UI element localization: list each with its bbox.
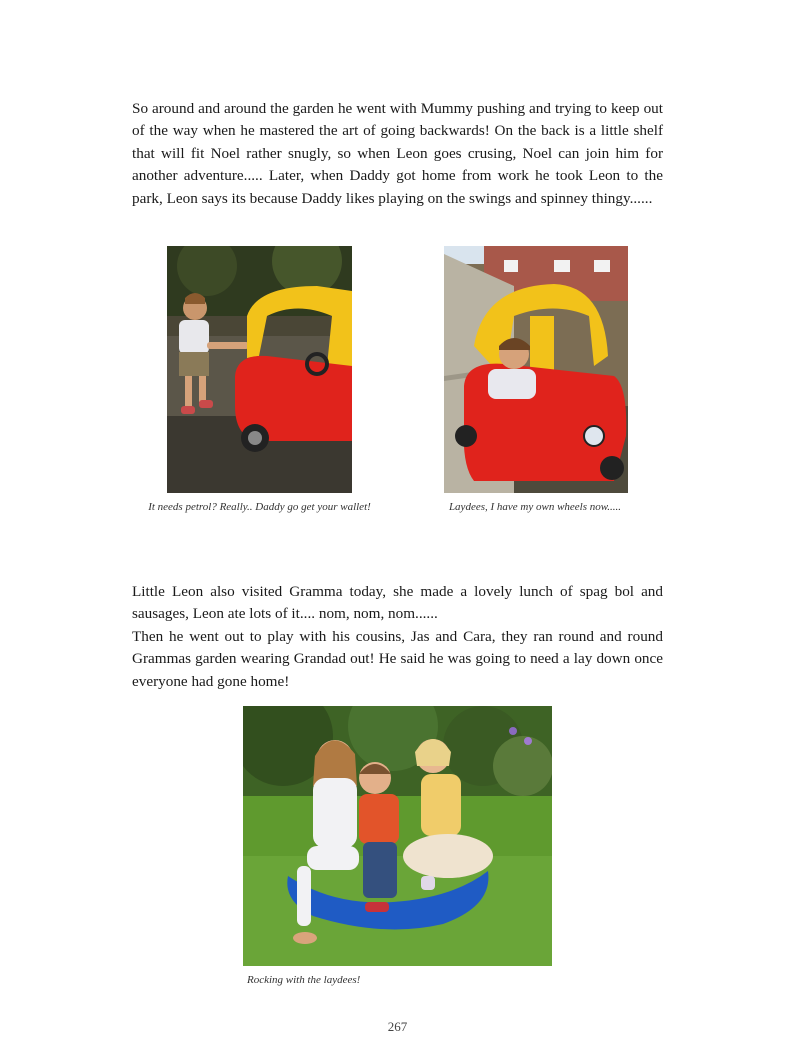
photo-1-image — [167, 246, 352, 493]
photo-2-caption: Laydees, I have my own wheels now..... — [448, 501, 622, 513]
paragraph-2 — [132, 581, 663, 693]
photo-2-image — [444, 246, 628, 493]
photo-children-on-rocker — [243, 706, 552, 966]
photo-3-caption: Rocking with the laydees! — [247, 974, 361, 986]
photo-1-caption: It needs petrol? Really.. Daddy go get your wallet! — [148, 501, 371, 513]
page-number: 267 — [387, 1019, 408, 1034]
photo-toddler-in-car — [444, 246, 628, 493]
photo-3-image — [243, 706, 552, 966]
paragraph-2-line-1: Little Leon also visited Gramma today, she made a lovely lunch of spag bol and sausages, Leon ate lots of it.... nom, nom, nom...... — [132, 583, 663, 623]
paragraph-1: So around and around the garden he went with Mummy pushing and trying to keep out of the way when he mastered the art of going backwards! On the back is a little shelf that will fit Noel rather snugly, so when Leon goes crusing, Noel can join him for another adventure..... Later, when Daddy got home from work he took Leon to the park, Leon says its because Daddy likes playing on the swings and spinney thingy...... — [132, 100, 663, 207]
photo-toddler-pushing-car — [167, 246, 352, 493]
paragraph-2-line-2: Then he went out to play with his cousins, Jas and Cara, they ran round and round Grammas garden wearing Grandad out! He said he was going to need a lay down once everyone had gone home! — [132, 627, 663, 690]
